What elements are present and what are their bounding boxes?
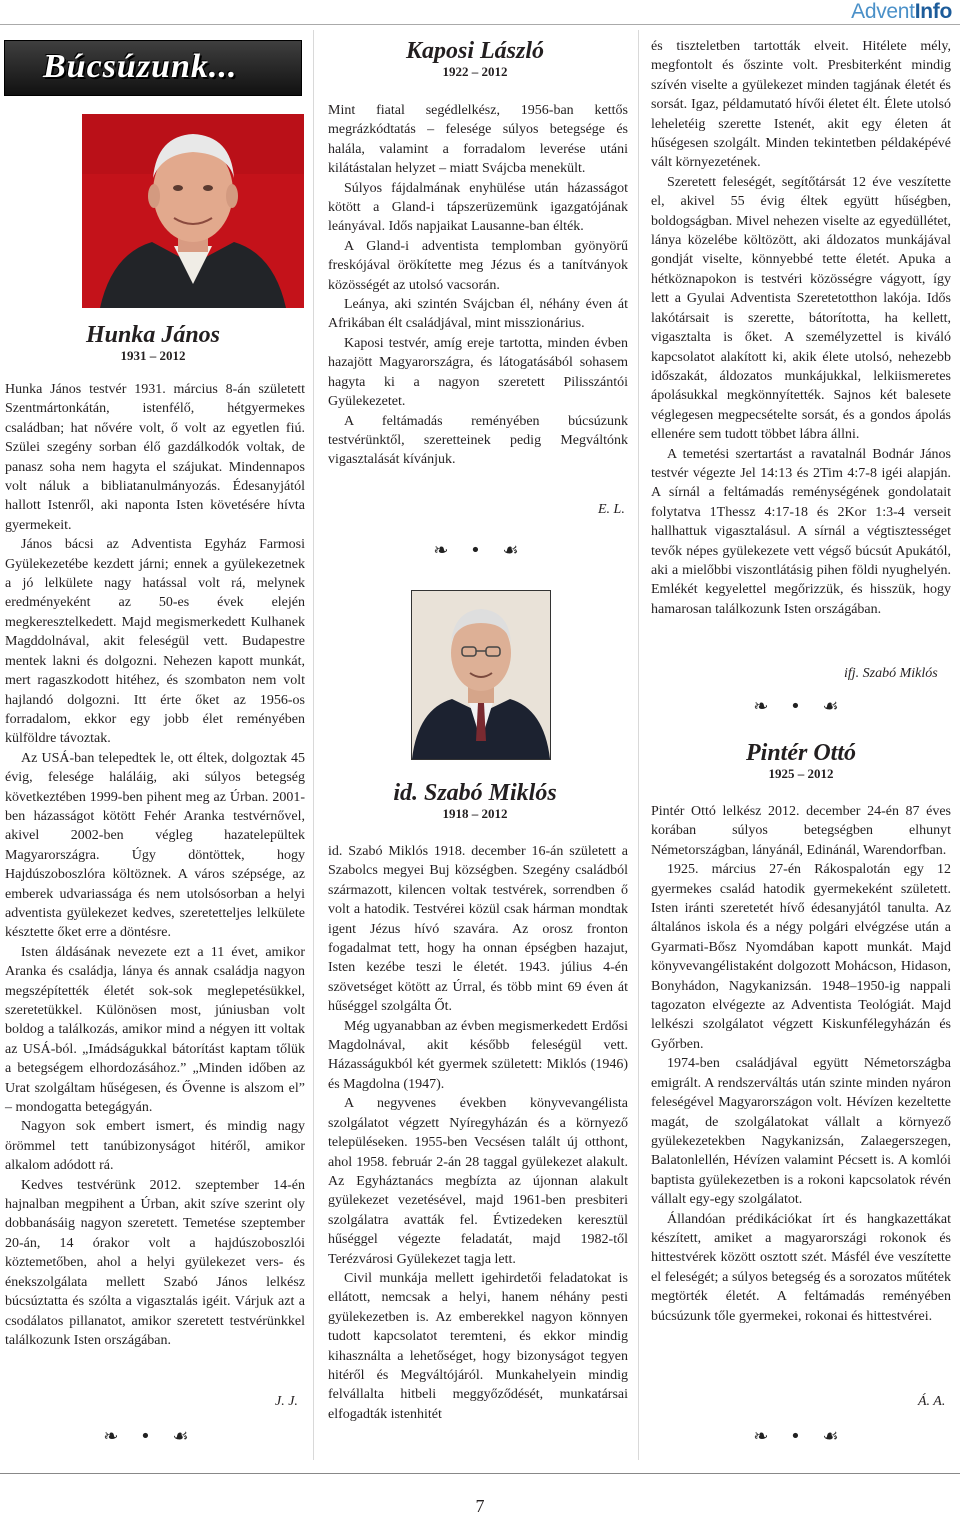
obituary-name: Kaposi László (405, 38, 545, 64)
obituary-body-pinter (651, 802, 951, 1326)
ornament-divider: ❧ • ☙ (753, 696, 847, 717)
paragraph: Pintér Ottó lelkész 2012. december 24-én 87 éves korában súlyos betegségben elhunyt Németországban, lányánál, Edinánál, Warendorfban. (651, 804, 951, 858)
paragraph: Súlyos fájdalmának enyhülése után házasságot kötött a Gland-i tápszerüzemünk igazgatójának leányával. Idős napjaikat Lausanne-ban élték. (328, 180, 628, 235)
obituary-years: 1922 – 2012 (442, 64, 508, 79)
paragraph: 1974-ben családjával együtt Németországba emigrált. A rendszerváltás után szinte minden nyáron feleségével Magyarországon volt. Hévízen kezeltette magát, de szolgálatokat vállalt a környező gyülekezetekben Nagykanizsán, Zalaegerszegen, Balatonlellén, Hévízen valamint Pécsett is. A komlói baptista gyülekezetben is a rokoni kapcsolatok révén vállalt egy-egy szolgálatot. (651, 1056, 951, 1208)
author-signature: Á. A. (918, 1394, 946, 1409)
footer-rule (0, 1473, 960, 1474)
header-rule (0, 24, 960, 25)
obituary-body-szabo-continued (651, 37, 951, 619)
obituary-body-hunka (5, 380, 305, 1350)
ornament-divider: ❧ • ☙ (433, 540, 527, 561)
paragraph: Kaposi testvér, amíg ereje tartotta, minden évben hazajött Magyarországra, és látogatásából sohasem hagyta ki a nagyon szeretett Pilisszántói Gyülekezetet. (328, 335, 628, 410)
paragraph: Hunka János testvér 1931. március 8-án született Szentmártonkátán, istenfélő, hétgyermekes családban; hat nővére volt, ő volt az egyetlen fiú. Szülei szegény sorban élő gazdálkodók voltak, de panasz soha nem hagyta el szájukat. Mindennapos volt náluk a bibliatanulmányozás. Édesanyjától hallott Istenről, aki naponta Isten követésére hívta gyermekeit. (5, 382, 305, 533)
paragraph: Az USÁ-ban telepedtek le, ott éltek, dolgoztak 45 évig, felesége haláláig, aki súlyos betegség következtében 1999-ben pihent meg az Úrban. 2001-ben házasságot kötött Fehér Aranka testvérnővel, akivel 2002-ben végleg hazatelepültek Magyarországra. Úgy döntöttek, hogy Hajdúszoboszlóra költöznek. A város szépsége, az emberek udvariassága és nem utolsósorban a helyi adventista gyülekezet kedves, szeretetteljes lelkülete késztette őket erre a döntésre. (5, 750, 305, 941)
paragraph: Mint fiatal segédlelkész, 1956-ban kettős megrázkódtatás – felesége súlyos betegsége és halála, valamint a forradalom leverése utáni kilátástalan helyzet – miatt Svájcba menekült. (328, 103, 628, 177)
paragraph: Civil munkája mellett igehirdetői feladatokat is ellátott, nemcsak a helyi, hanem néhány pesti gyülekezetben is. Az emberekkel nagyon könnyen tudott kapcsolatot teremteni, és ekkor mindig kihasználta a lehetőséget, hogy bizonyságot tegyen hitéről és Megváltójáról. Munkahelyein mindig felvállalta hitbeli meggyőződését, munkatársai elfogadták istenhitét (328, 1270, 628, 1422)
advent-info-logo: AdventInfo (851, 0, 952, 23)
obituary-name: id. Szabó Miklós (393, 780, 557, 806)
column-divider (638, 30, 639, 1460)
ornament-divider: ❧ • ☙ (103, 1426, 197, 1447)
obituary-body-szabo (328, 842, 628, 1424)
obituary-years: 1918 – 2012 (442, 806, 508, 821)
paragraph: A negyvenes években könyvevangélista szolgálatot végzett Nyíregyházán és a környező településeken. 1955-ben Vecsésen talált új otthont, ahol 1958. február 2-án 28 taggal gyülekezet alakult. Az Egyháztanács megbízta az újonnan alakult gyülekezet vezetésével, majd 1961-ben presbiteri szolgálatra avatták fel. Évtizedeken keresztül hűséggel végezte feladatát, majd 1982-től Terézvárosi Gyülekezet tagja lett. (328, 1096, 628, 1267)
paragraph: Még ugyanabban az évben megismerkedett Erdősi Magdolnával, akit később feleségül vett. Házasságukból két gyermek született: Miklós (1946) és Magdolna (1947). (328, 1018, 628, 1092)
paragraph: A temetési szertartást a ravatalnál Bodnár János testvér végezte Jel 14:13 és 2Tim 4:7-8 igéi alapján. A sírnál a feltámadás reménységének gondolatait folytatva 1Thessz 4:17-18 és 2Kor 1:3-4 verseit hallhattuk vigasztalásul. A sírnál a végtisztességet tevők népes gyülekezete vett végső búcsút Apukától, aki a mielőbbi viszontlátásig pihen földi nyughelyén. Emlékét kegyelettel megőrizzük, és hisszük, hogy hamarosan találkozunk Isten országában. (651, 446, 951, 617)
paragraph: A feltámadás reményében búcsúzunk testvérünktől, szeretteinek pedig Megváltónk vigasztalását kívánjuk. (328, 413, 628, 468)
portrait-photo-szabo (411, 590, 551, 760)
column-divider (313, 30, 314, 1460)
paragraph: Leánya, aki szintén Svájcban él, néhány éven át Afrikában élt családjával, mint misszionárius. (328, 297, 628, 332)
page-number: 7 (475, 1496, 485, 1516)
paragraph: János bácsi az Adventista Egyház Farmosi Gyülekezetébe kezdett járni; ennek a gyülekezetnek a jó lelkülete nagy hatással volt rá, melynek eredményeként az 50-es évek elején megkeresztelkedett. Majd megismerkedett Kulhanek Magddolnával, akit feleségül vett. Budapestre mentek lakni és dolgozni. Nehezen kapott munkát, mert ragaszkodott hitéhez, és szombaton nem volt hajlandó dolgozni. Itt érte őket az 1956-os forradalom, ekkor egy jobb élet reményében külföldre távoztak. (5, 537, 305, 747)
obituary-body-kaposi (328, 101, 628, 470)
paragraph: Isten áldásának nevezete ezt a 11 évet, amikor Aranka és családja, lánya és annak családja nagyon megszépítették életét sok-sok meglepetésükkel, szeretetükkel. Különösen most, júniusban volt boldog a találkozás, amikor mind a négyen itt voltak az USÁ-ból. „Imádságukkal bátorítást kaptam tőlük a betegségem elhordozásához.” „Minden időben az Urat szolgáltam hűségesen, és Ővenne is alszom el” – mondogatta betegágyán. (5, 944, 305, 1116)
ornament-divider: ❧ • ☙ (753, 1426, 847, 1447)
obituary-years: 1925 – 2012 (768, 766, 834, 781)
paragraph: és tiszteletben tartották elveit. Hitélete mély, megfontolt és őszinte volt. Presbiterként mindig szívén viselte a gyülekezet minden tagjának életét és sorsát. Igaz, példamutató hívői életet élt. Élete utolsó leheletéig szerette Istenét, akit egy életen át hűségesen szolgált. Minden tekintetben példaképévé vált környezetének. (651, 39, 951, 171)
author-signature: ifj. Szabó Miklós (844, 666, 938, 681)
author-signature: E. L. (598, 502, 625, 517)
section-banner (4, 40, 302, 96)
paragraph: Szeretett feleségét, segítőtársát 12 éve veszítette el, akivel 55 évig éltek együtt hűségben, boldogságban. Mivel nehezen viselte az egyedüllétet, lánya közelébe költözött, aki áldozatos munkájával gondját viselte, könnyebbé tette életét. Apuka a hétköznapokon is testvéri közösségre vágyott, így lett a Gyulai Adventista Szeretetotthon lakója. Idős lakótársait is szerette, bátorította, ha kellett, vigasztalta is őket. A személyzettel is kiváló kapcsolatot alakított ki, akik élete utolsó, nehezebb időszakát, áldozatos munkájukkal, lelkiismeretes ápolásukkal megkönnyítették. Sajnos két balesete véglegesen megpecsételte sorsát, és a gondos ápolás ellenére sem tudott többet lábra állni. (651, 174, 951, 443)
paragraph: Nagyon sok embert ismert, és mindig nagy örömmel tett tanúbizonyságot hitéről, amikor alkalom adódott rá. (5, 1119, 305, 1174)
author-signature: J. J. (275, 1394, 298, 1409)
obituary-name: Hunka János (85, 322, 221, 348)
paragraph: id. Szabó Miklós 1918. december 16-án született a Szabolcs megyei Buj községben. Szegény családból származott, kilencen voltak testvérek, sorrendben ő volt a hatodik. Testvérei közül csak hárman mondtak igent Jézus hívó szavára. Az orosz fronton fogadalmat tett, hogy ha onnan épségben hazajut, Isten kezébe teszi le életét. 1943. július 4-én szövetséget kötött az Úrral, és több mint 69 éven át hűséggel szolgálta Őt. (328, 844, 628, 1015)
paragraph: A Gland-i adventista templomban gyönyörű freskójával örökítette meg Jézus és a tanítványok közösségét az utolsó vacsorán. (328, 238, 628, 293)
paragraph: Állandóan prédikációkat írt és hangkazettákat készített, amiket a magyarországi rokonok és hittestvérek között osztott szét. Másfél éve veszítette el feleségét; a súlyos betegség és a sorozatos műtétek megtörték életét. A feltámadás reményében búcsúzunk tőle gyermekei, rokonai és hittestvérei. (651, 1211, 951, 1324)
obituary-name: Pintér Ottó (745, 740, 856, 766)
section-banner-title: Búcsúzunk... (43, 48, 238, 85)
portrait-photo-hunka (82, 114, 304, 308)
obituary-years: 1931 – 2012 (120, 348, 186, 363)
paragraph: Kedves testvérünk 2012. szeptember 14-én hajnalban megpihent a Úrban, akit szíve szerint oly dobbanásáig nagyon szeretett. Temetése szeptember 20-án, 14 órakor volt a hajdúszoboszlói köztemetőben, ahol a helyi gyülekezet vers- és énekszolgálata mellett Szabó János lelkész búcsúztatta és szólta a vigasztalás igéit. Várjuk azt a csodálatos pillanatot, amikor szeretett testvérünkkel találkozunk Isten országában. (5, 1177, 305, 1348)
paragraph: 1925. március 27-én Rákospalotán egy 12 gyermekes család hatodik gyermekeként született. Isten iránti szeretetét hívő édesanyjától tanulta. Az általános iskola és a négy polgári elvégzése után a Gyarmati-Bősz Nyomdában kapott munkát. Majd könyvevangélistaként dolgozott Mohácson, Hidason, Bonyhádon, Nagykanizsán. 1948–1950-ig nappali tagozaton elvégezte az Adventista Teológiát. Majd lelkészi szolgálatot végzett Kiskunfélegyházán és Győrben. (651, 862, 951, 1052)
